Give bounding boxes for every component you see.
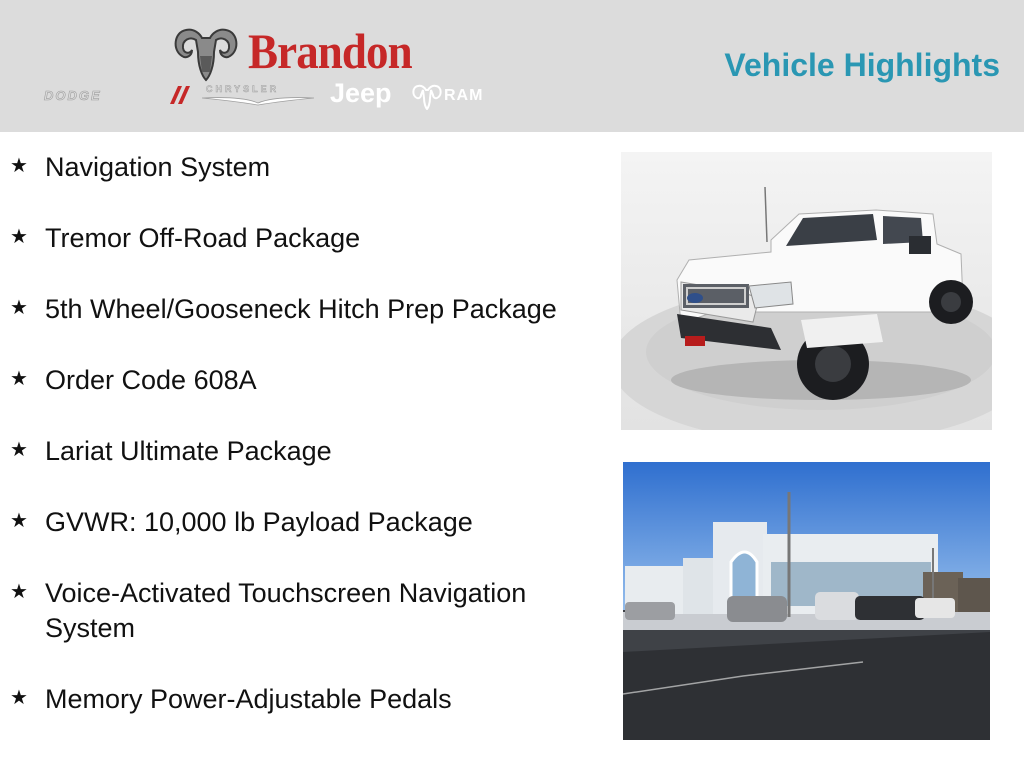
ram-logo: RAM <box>444 87 484 104</box>
ram-head-logo-icon <box>172 22 240 84</box>
feature-text: Navigation System <box>45 152 271 182</box>
dodge-stripes-icon <box>164 86 190 104</box>
header-banner <box>0 0 1024 132</box>
dealer-name-logo: Brandon <box>248 23 412 79</box>
list-item <box>10 682 570 717</box>
star-bullet-icon: ★ <box>10 297 28 319</box>
ram-brand-head-icon <box>412 82 442 110</box>
list-item <box>10 150 570 185</box>
feature-text: 5th Wheel/Gooseneck Hitch Prep Package <box>45 294 557 324</box>
brand-logos-row <box>44 78 534 112</box>
list-item <box>10 576 570 646</box>
feature-text: Memory Power-Adjustable Pedals <box>45 684 452 714</box>
list-item <box>10 221 570 256</box>
list-item <box>10 363 570 398</box>
dealership-photo <box>623 462 990 740</box>
feature-text: Tremor Off-Road Package <box>45 223 361 253</box>
feature-text: Voice-Activated Touchscreen Navigation System <box>45 578 527 643</box>
star-bullet-icon: ★ <box>10 155 28 177</box>
star-bullet-icon: ★ <box>10 439 28 461</box>
truck-photo <box>621 152 992 430</box>
star-bullet-icon: ★ <box>10 581 28 603</box>
star-bullet-icon: ★ <box>10 226 28 248</box>
star-bullet-icon: ★ <box>10 687 28 709</box>
list-item <box>10 292 570 327</box>
vehicle-highlights-list <box>10 150 570 717</box>
list-item <box>10 434 570 469</box>
chrysler-wings-icon <box>202 94 314 106</box>
page-title: Vehicle Highlights <box>724 47 1000 83</box>
feature-text: GVWR: 10,000 lb Payload Package <box>45 507 473 537</box>
list-item <box>10 505 570 540</box>
jeep-logo: Jeep <box>330 78 392 108</box>
chrysler-logo: CHRYSLER <box>206 84 280 94</box>
dodge-logo: DODGE <box>44 88 102 103</box>
star-bullet-icon: ★ <box>10 368 28 390</box>
feature-text: Lariat Ultimate Package <box>45 436 332 466</box>
star-bullet-icon: ★ <box>10 510 28 532</box>
feature-text: Order Code 608A <box>45 365 257 395</box>
